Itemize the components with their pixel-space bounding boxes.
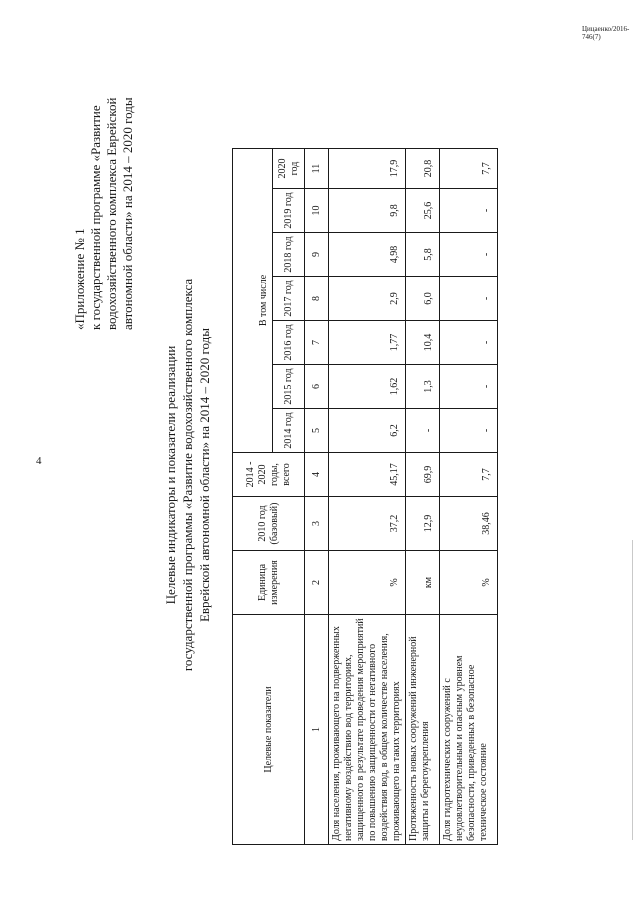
table-cell: 20,8 [406, 149, 440, 189]
appendix-line-3: водохозяйственного комплекса Еврейской [104, 97, 119, 330]
table-cell: 4,98 [329, 233, 406, 277]
header-year: 2016 год [273, 321, 305, 365]
header-year: 2019 год [273, 189, 305, 233]
table-cell: 1,77 [329, 321, 406, 365]
column-number-row [305, 149, 329, 845]
column-number: 2 [305, 551, 329, 615]
column-number: 3 [305, 497, 329, 551]
table-cell: - [440, 409, 498, 453]
table-cell: 25,6 [406, 189, 440, 233]
row-indicator-name: Доля населения, проживающего на подверженных негативному воздействию вод территориях, защищенного в результате проведения мероприятий по повышению защищенности от негативного воздействия вод, в общем количестве населения, проживающего на таких территориях [329, 615, 406, 845]
table-cell: 7,7 [440, 149, 498, 189]
header-year: 2017 год [273, 277, 305, 321]
table-cell: 7,7 [440, 453, 498, 497]
table-cell: 10,4 [406, 321, 440, 365]
appendix-line-2: к государственной программе «Развитие [88, 105, 103, 330]
table-cell: 5,8 [406, 233, 440, 277]
column-number: 11 [305, 149, 329, 189]
table-cell: 9,8 [329, 189, 406, 233]
page-number: 4 [36, 455, 42, 467]
indicators-table [232, 148, 498, 845]
table-cell: 37,2 [329, 497, 406, 551]
appendix-line-1: «Приложение № 1 [72, 228, 87, 330]
column-number: 5 [305, 409, 329, 453]
row-unit: % [329, 551, 406, 615]
appendix-block [72, 30, 136, 330]
header-year: 2014 год [273, 409, 305, 453]
table-cell: - [440, 189, 498, 233]
table-row [329, 149, 406, 845]
header-year: 2015 год [273, 365, 305, 409]
header-base-year: 2010 год (базовый) [233, 497, 305, 551]
document-title [162, 125, 213, 825]
table-cell: 45,17 [329, 453, 406, 497]
table-row [440, 149, 498, 845]
header-year: 2018 год [273, 233, 305, 277]
table-cell: - [440, 233, 498, 277]
column-number: 1 [305, 615, 329, 845]
header-year: 2020 год [273, 149, 305, 189]
table-cell: - [440, 321, 498, 365]
table-cell: - [406, 409, 440, 453]
title-line-3: Еврейской автономной области» на 2014 – 2020 годы [197, 327, 212, 623]
table-cell: 1,62 [329, 365, 406, 409]
table-cell: 6,0 [406, 277, 440, 321]
column-number: 10 [305, 189, 329, 233]
table-cell: 38,46 [440, 497, 498, 551]
appendix-line-4: автономной области» на 2014 – 2020 годы [120, 97, 135, 330]
table-row [406, 149, 440, 845]
page-footer-code: Цицаенко/2016-746(7) [582, 25, 630, 41]
row-indicator-name: Доля гидротехнических сооружений с неудовлетворительным и опасным уровнем безопасности, приведенных в безопасное техническое состояние [440, 615, 498, 845]
column-number: 4 [305, 453, 329, 497]
table-cell: 2,9 [329, 277, 406, 321]
header-total: 2014 - 2020 годы, всего [233, 453, 305, 497]
row-unit: % [440, 551, 498, 615]
header-indicator: Целевые показатели [233, 615, 305, 845]
column-number: 8 [305, 277, 329, 321]
table-cell: 17,9 [329, 149, 406, 189]
table-cell: 1,3 [406, 365, 440, 409]
table-cell: - [440, 277, 498, 321]
row-unit: км [406, 551, 440, 615]
title-line-1: Целевые индикаторы и показатели реализации [163, 345, 178, 605]
header-including: В том числе [233, 149, 273, 453]
table-cell: 69,9 [406, 453, 440, 497]
title-line-2: государственной программы «Развитие водохозяйственного комплекса [180, 278, 195, 672]
column-number: 6 [305, 365, 329, 409]
table-cell: 6,2 [329, 409, 406, 453]
header-unit: Единица измерения [233, 551, 305, 615]
column-number: 7 [305, 321, 329, 365]
table-cell: - [440, 365, 498, 409]
table-cell: 12,9 [406, 497, 440, 551]
header-row-1 [233, 149, 273, 845]
column-number: 9 [305, 233, 329, 277]
row-indicator-name: Протяженность новых сооружений инженерной защиты и берегоукрепления [406, 615, 440, 845]
